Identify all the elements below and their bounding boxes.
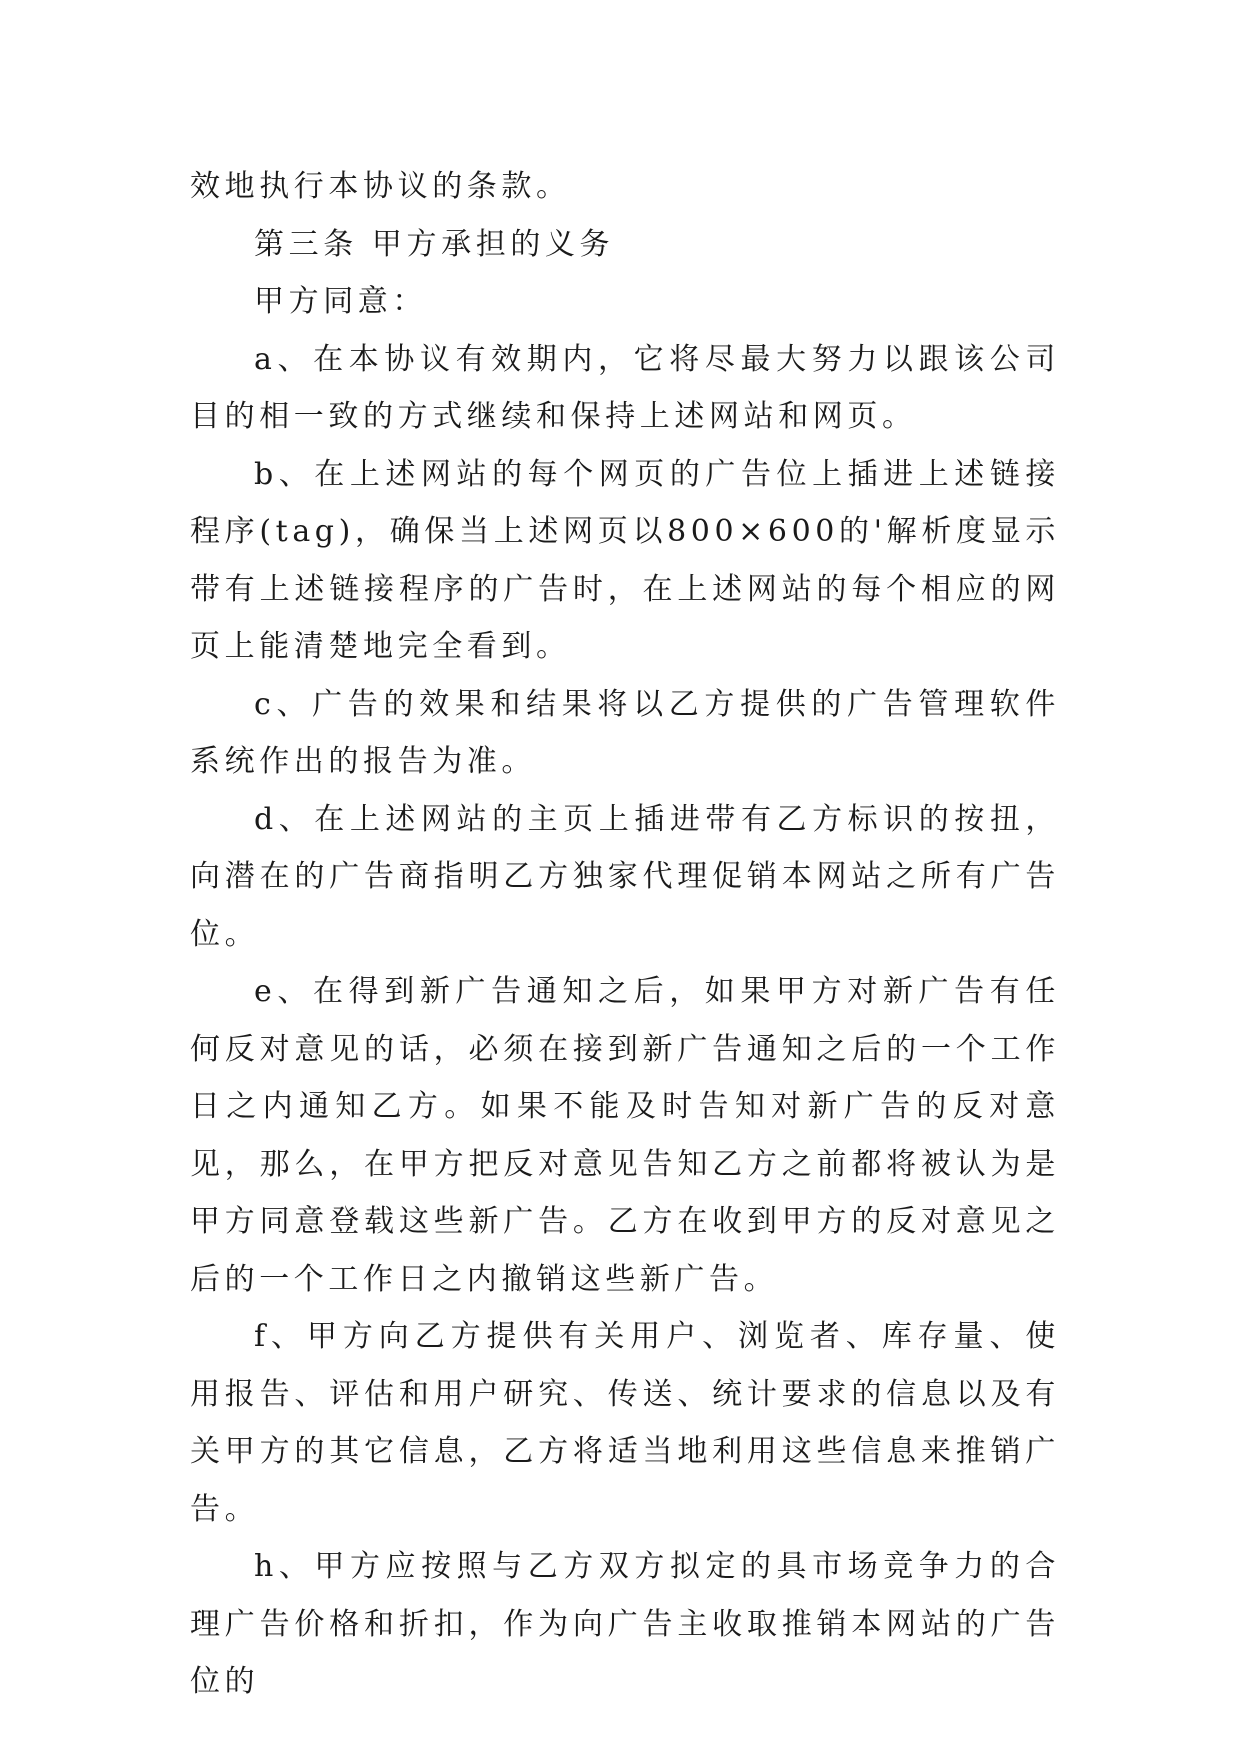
clause-h: h、甲方应按照与乙方双方拟定的具市场竞争力的合理广告价格和折扣，作为向广告主收取推销本网站的广告位的	[190, 1549, 1060, 1699]
document-page	[190, 158, 1060, 1711]
clause-e: e、在得到新广告通知之后，如果甲方对新广告有任何反对意见的话，必须在接到新广告通知之后的一个工作日之内通知乙方。如果不能及时告知对新广告的反对意见，那么，在甲方把反对意见告知乙方之前都将被认为是甲方同意登载这些新广告。乙方在收到甲方的反对意见之后的一个工作日之内撤销这些新广告。	[190, 974, 1060, 1297]
paragraph-party-a-agrees: 甲方同意：	[254, 284, 427, 319]
section-heading-article-3: 第三条 甲方承担的义务	[254, 226, 615, 262]
clause-d: d、在上述网站的主页上插进带有乙方标识的按扭，向潜在的广告商指明乙方独家代理促销本网站之所有广告位。	[190, 801, 1060, 952]
clause-c: c、广告的效果和结果将以乙方提供的广告管理软件系统作出的报告为准。	[190, 686, 1060, 779]
clause-b: b、在上述网站的每个网页的广告位上插进上述链接程序(tag)，确保当上述网页以800×600的'解析度显示带有上述链接程序的广告时，在上述网站的每个相应的网页上能清楚地完全看到。	[190, 456, 1060, 664]
clause-f: f、甲方向乙方提供有关用户、浏览者、库存量、使用报告、评估和用户研究、传送、统计要求的信息以及有关甲方的其它信息，乙方将适当地利用这些信息来推销广告。	[190, 1319, 1060, 1527]
clause-a: a、在本协议有效期内，它将尽最大努力以跟该公司目的相一致的方式继续和保持上述网站和网页。	[190, 341, 1060, 434]
paragraph-continuation: 效地执行本协议的条款。	[190, 169, 571, 204]
